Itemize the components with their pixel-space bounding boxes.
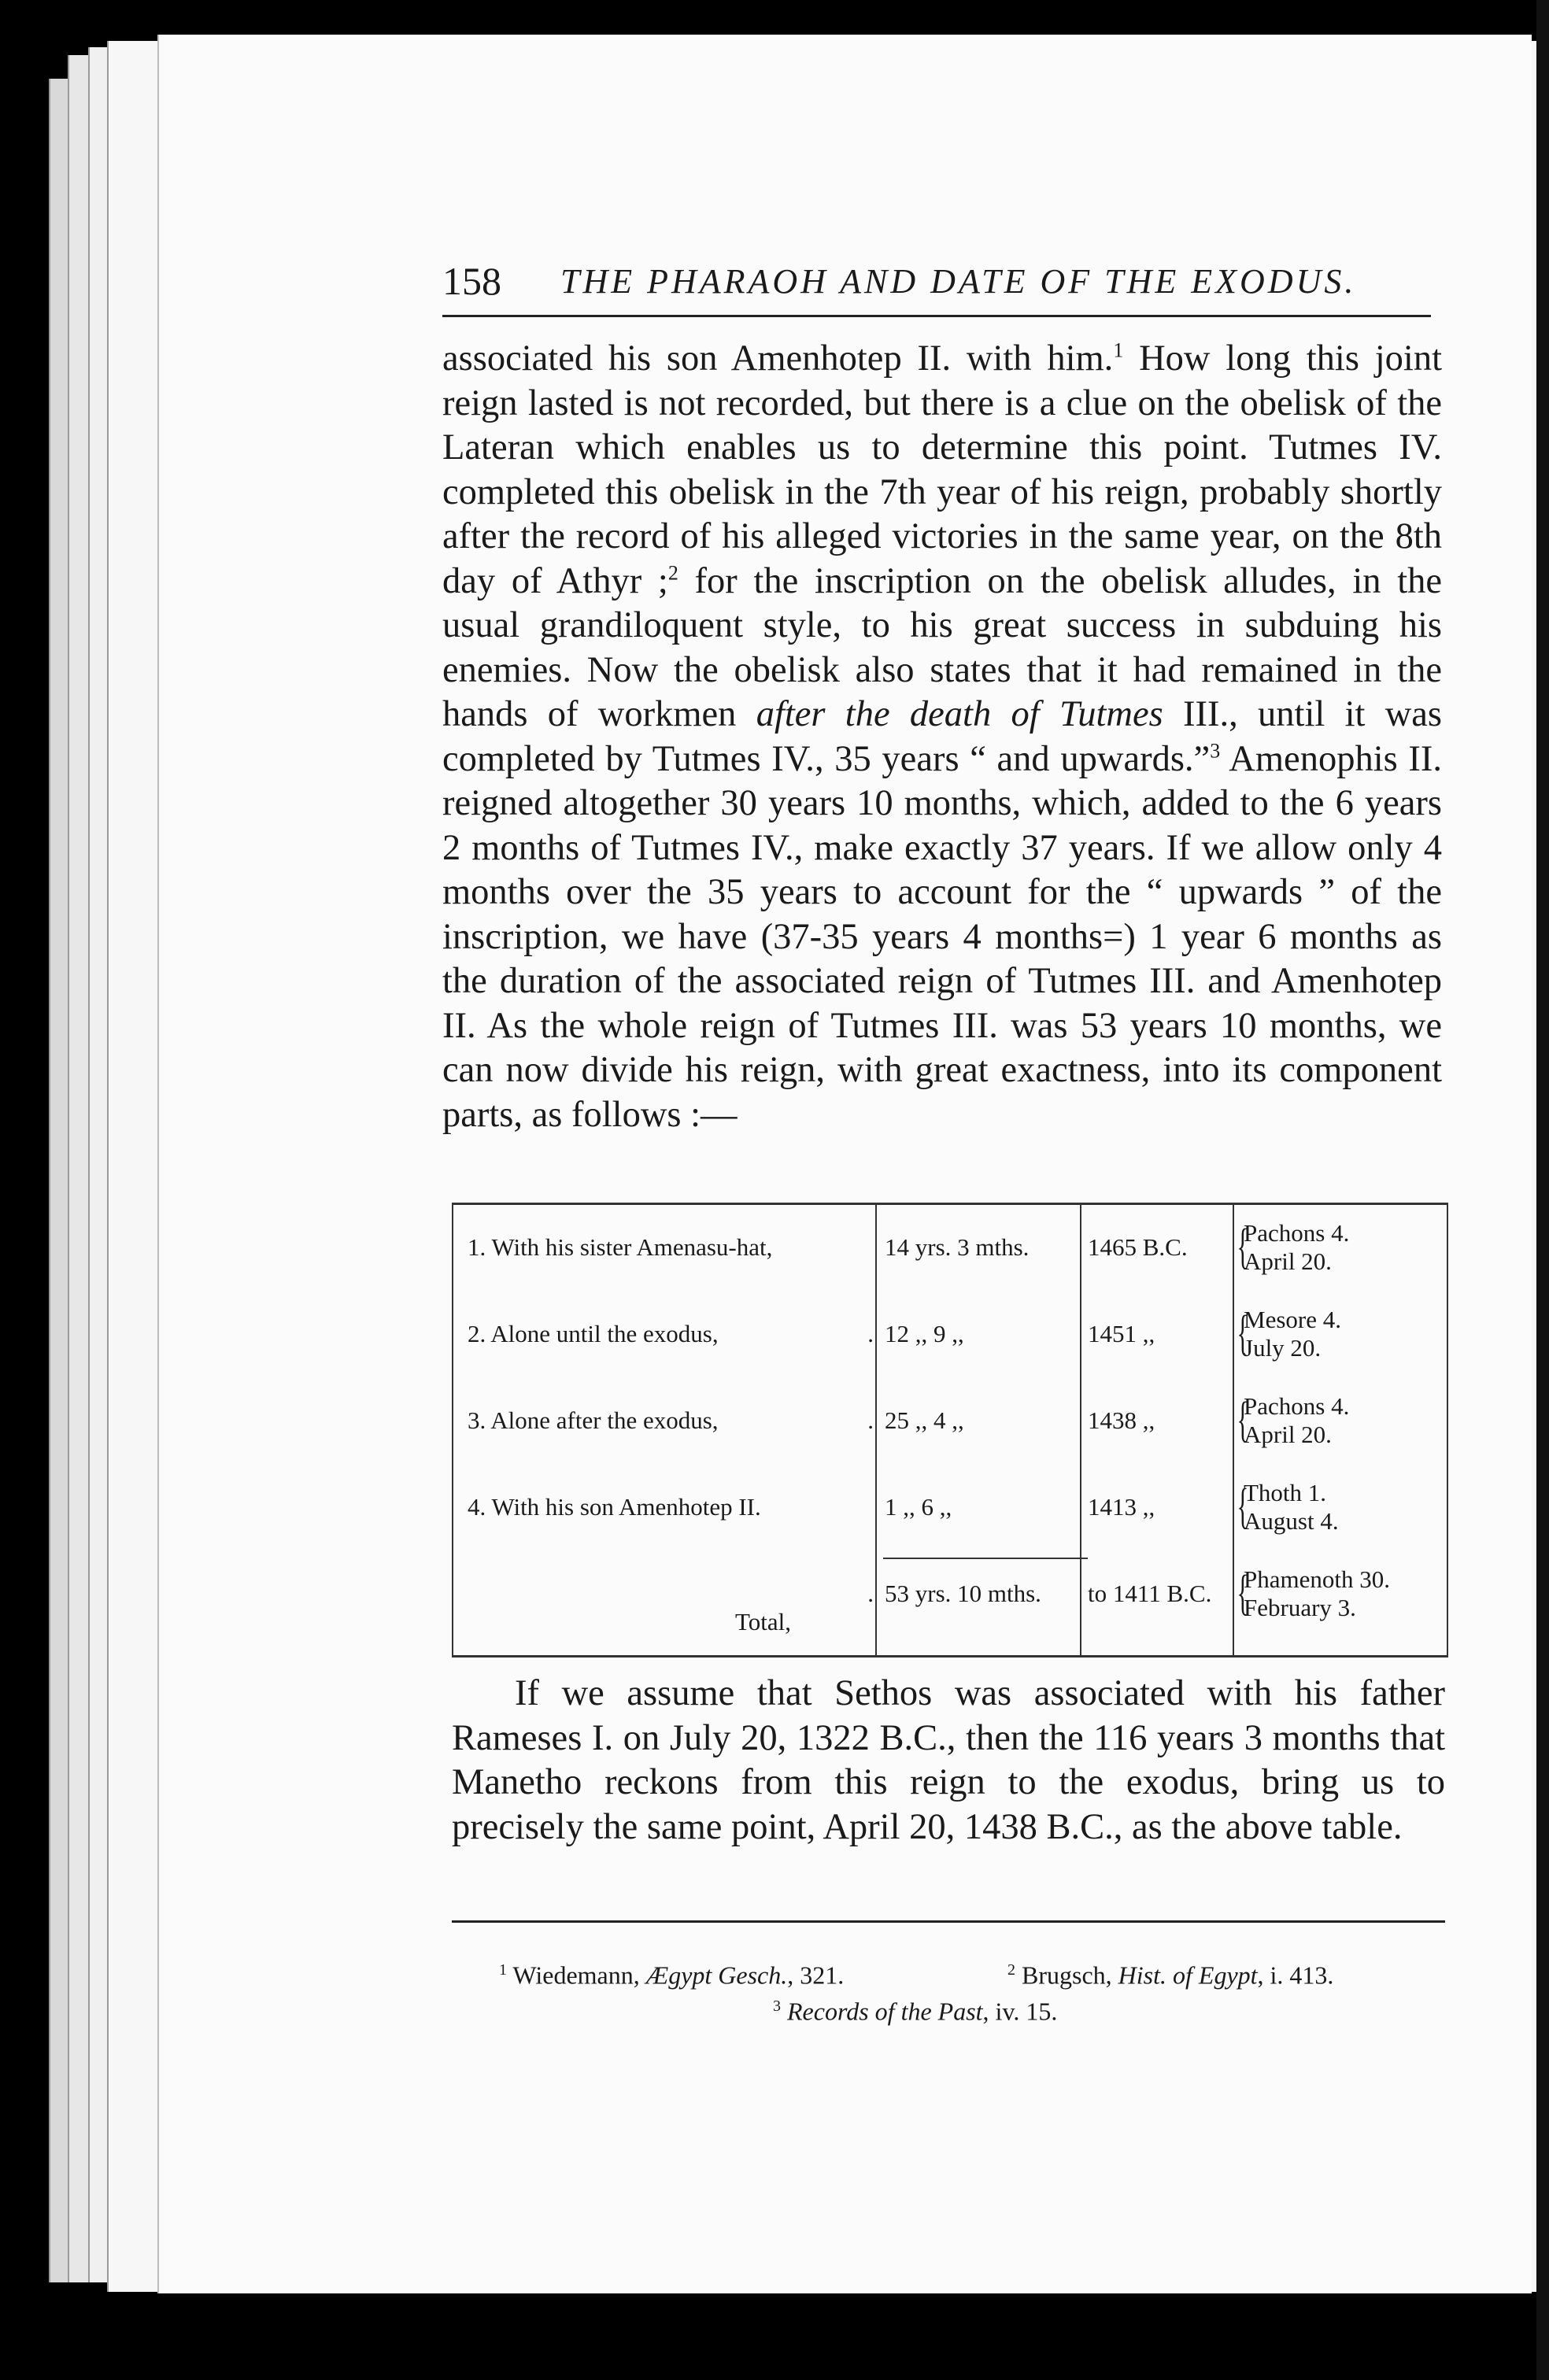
text-run: , until it was completed by Tutmes — [442, 694, 1443, 779]
row-duration: 12 ,, 9 ,, — [885, 1320, 964, 1347]
text-run: II. — [917, 338, 952, 379]
row-label: 3. Alone after the exodus, . — [468, 1406, 874, 1434]
table-row — [453, 1205, 1447, 1292]
footnote-ref: 3 — [1210, 739, 1221, 762]
page-number: 158 — [442, 259, 501, 303]
brace-icon: { — [1237, 1480, 1249, 1533]
text-run: As the whole reign of Tutmes — [475, 1005, 952, 1046]
total-year: to 1411 B.C. — [1088, 1580, 1212, 1607]
text-run: IV. — [1399, 427, 1442, 468]
text-run: , make exactly 37 years. If we allow only 4 months over the 35 years to account for the “ upwards ” of the inscription, we have (37-35 years 4 months=) 1 year 6 months as the duration of the associated reign of Tutmes — [442, 827, 1442, 1001]
text-run: reigned altogether 30 years 10 months, which, added to the 6 years 2 months of Tutmes — [442, 783, 1442, 868]
row-dates: { Pachons 4. April 20. — [1237, 1219, 1350, 1275]
text-run: III. — [1183, 694, 1229, 734]
footnote-rule — [452, 1920, 1445, 1923]
brace-icon: { — [1237, 1393, 1249, 1447]
row-year: 1413 ,, — [1088, 1493, 1155, 1521]
brace-icon: { — [1237, 1306, 1249, 1360]
text-run: associated his son Amenhotep — [442, 338, 918, 379]
text-run: was 53 years 10 months, we can now divide his reign, with great exactness, into its component parts, as follows :— — [442, 1005, 1442, 1135]
row-dates: { Mesore 4. July 20. — [1237, 1306, 1341, 1362]
italic-text: after the death of Tutmes — [756, 694, 1163, 734]
table-row — [453, 1378, 1447, 1465]
text-run — [1163, 694, 1183, 734]
total-duration: 53 yrs. 10 mths. — [885, 1580, 1041, 1607]
text-run: II. — [1408, 738, 1443, 779]
text-run: Amenophis — [1220, 738, 1409, 779]
row-year: 1438 ,, — [1088, 1406, 1155, 1434]
text-run: completed this obelisk in the 7th year of his reign, probably shortly after the record of his alleged victories in the same year, on the 8th day of Athyr ; — [442, 471, 1442, 601]
closing-paragraph: If we assume that Sethos was associated with his father Rameses I. on July 20, 1322 B.C., then the 116 years 3 months that Manetho reckons from this reign to the exodus, bring us to precisely the same point, April 20, 1438 B.C., as the above table. — [452, 1673, 1445, 1847]
brace-icon: { — [1237, 1566, 1249, 1620]
row-dates: { Pachons 4. April 20. — [1237, 1392, 1350, 1448]
table-row — [453, 1465, 1447, 1551]
main-paragraph — [442, 337, 1442, 1137]
text-run: II. — [442, 1005, 476, 1046]
text-run: , 35 years “ and upwards.” — [814, 738, 1211, 779]
text-run: IV. — [750, 827, 794, 868]
reign-table — [452, 1203, 1448, 1658]
row-duration: 1 ,, 6 ,, — [885, 1493, 952, 1521]
footnote-2: $^2$ Brugsch, Hist. of Egypt, i. 413. — [1007, 1961, 1334, 1990]
text-run: with him. — [951, 338, 1114, 379]
footnote-ref: 1 — [1113, 338, 1124, 362]
running-title: THE PHARAOH AND DATE OF THE EXODUS. — [560, 262, 1357, 301]
footnote-3: $^3$ Records of the Past, iv. 15. — [773, 1997, 1058, 2026]
brace-icon: { — [1237, 1220, 1249, 1273]
footnote-1: $^1$ Wiedemann, Ægypt Gesch., 321. — [499, 1961, 845, 1990]
row-duration: 14 yrs. 3 mths. — [885, 1233, 1030, 1261]
row-year: 1451 ,, — [1088, 1320, 1155, 1347]
row-label: 2. Alone until the exodus, . — [468, 1320, 874, 1347]
table-total-row: Total, . 53 yrs. 10 mths. to 1411 B.C. { Phamenoth 30. February 3. — [453, 1551, 1447, 1638]
row-label: 1. With his sister Amenasu-hat, — [468, 1233, 773, 1261]
table-row — [453, 1292, 1447, 1378]
text-run: III. — [1149, 961, 1196, 1001]
row-dates: { Thoth 1. August 4. — [1237, 1479, 1339, 1535]
row-label: 4. With his son Amenhotep II. — [468, 1493, 761, 1521]
text-run: How long this joint reign lasted is not recorded, but there is a clue on the obelisk of the Lateran which enables us to determine this point. Tutmes — [442, 338, 1442, 468]
text-run: for the inscription on the obelisk alludes, in the usual grandiloquent style, to his great success in subduing his enemies. Now the obelisk also states that it had remained in the hands of workmen — [442, 560, 1443, 734]
text-run: IV. — [771, 738, 815, 779]
running-header — [442, 252, 1431, 317]
row-duration: 25 ,, 4 ,, — [885, 1406, 964, 1434]
scan-border — [1536, 0, 1549, 2380]
footnote-ref: 2 — [667, 561, 678, 584]
text-run: III. — [952, 1005, 998, 1046]
total-dates: { Phamenoth 30. February 3. — [1237, 1565, 1390, 1621]
text-run: and Amenhotep — [1195, 961, 1442, 1001]
row-year: 1465 B.C. — [1088, 1233, 1188, 1261]
